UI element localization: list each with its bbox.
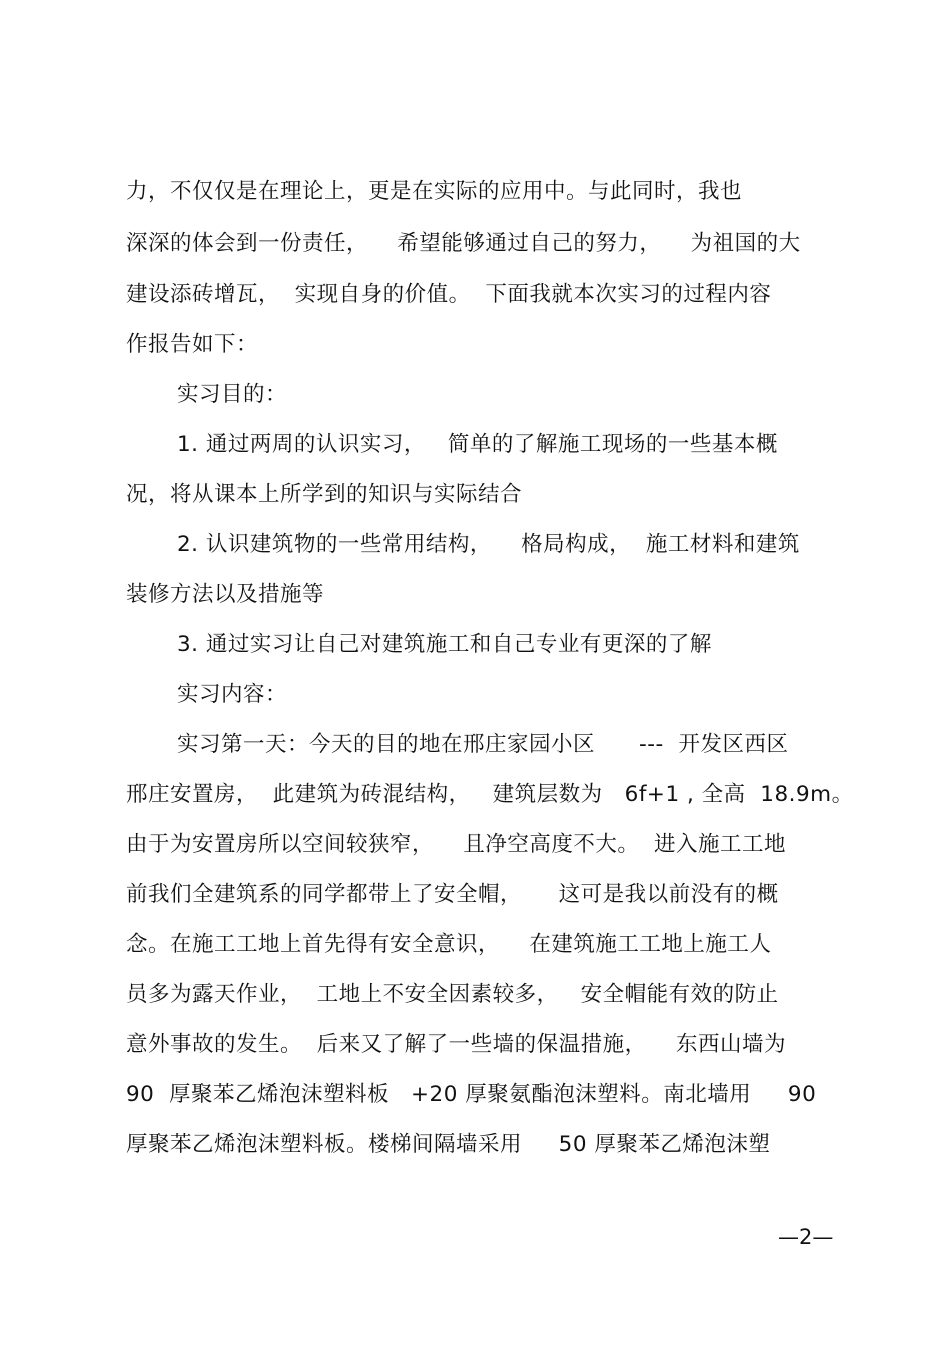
paragraph-line: 90 厚聚苯乙烯泡沫塑料板 +20 厚聚氨酯泡沫塑料。南北墙用 90 (126, 1082, 817, 1107)
paragraph-line: 前我们全建筑系的同学都带上了安全帽， 这可是我以前没有的概 (126, 882, 779, 907)
paragraph-line: 念。在施工工地上首先得有安全意识， 在建筑施工工地上施工人 (126, 932, 772, 957)
paragraph-line: 建设添砖增瓦， 实现自身的价值。 下面我就本次实习的过程内容 (126, 282, 772, 307)
paragraph-line: 厚聚苯乙烯泡沫塑料板。楼梯间隔墙采用 50 厚聚苯乙烯泡沫塑 (126, 1132, 771, 1157)
paragraph-line: 意外事故的发生。 后来又了解了一些墙的保温措施， 东西山墙为 (126, 1032, 787, 1057)
paragraph-line: 员多为露天作业， 工地上不安全因素较多， 安全帽能有效的防止 (126, 982, 779, 1007)
paragraph-line: 况，将从课本上所学到的知识与实际结合 (126, 482, 523, 507)
paragraph-line: 由于为安置房所以空间较狭窄， 且净空高度不大。 进入施工工地 (126, 832, 787, 857)
list-item: 2. 认识建筑物的一些常用结构， 格局构成， 施工材料和建筑 (177, 532, 800, 557)
paragraph-line: 邢庄安置房， 此建筑为砖混结构， 建筑层数为 6f+1 , 全高 18.9m。 (126, 782, 854, 807)
paragraph-line: 作报告如下： (126, 332, 259, 357)
list-item: 1. 通过两周的认识实习， 简单的了解施工现场的一些基本概 (177, 432, 778, 457)
list-item: 3. 通过实习让自己对建筑施工和自己专业有更深的了解 (177, 632, 712, 657)
page-number: —2— (778, 1225, 834, 1249)
paragraph-line: 力，不仅仅是在理论上，更是在实际的应用中。与此同时，我也 (126, 179, 743, 204)
section-heading: 实习内容： (177, 682, 288, 707)
paragraph-line: 深深的体会到一份责任， 希望能够通过自己的努力， 为祖国的大 (126, 231, 801, 256)
section-heading: 实习目的： (177, 382, 288, 407)
paragraph-line: 装修方法以及措施等 (126, 582, 325, 607)
paragraph-line: 实习第一天：今天的目的地在邢庄家园小区 --- 开发区西区 (177, 732, 789, 757)
